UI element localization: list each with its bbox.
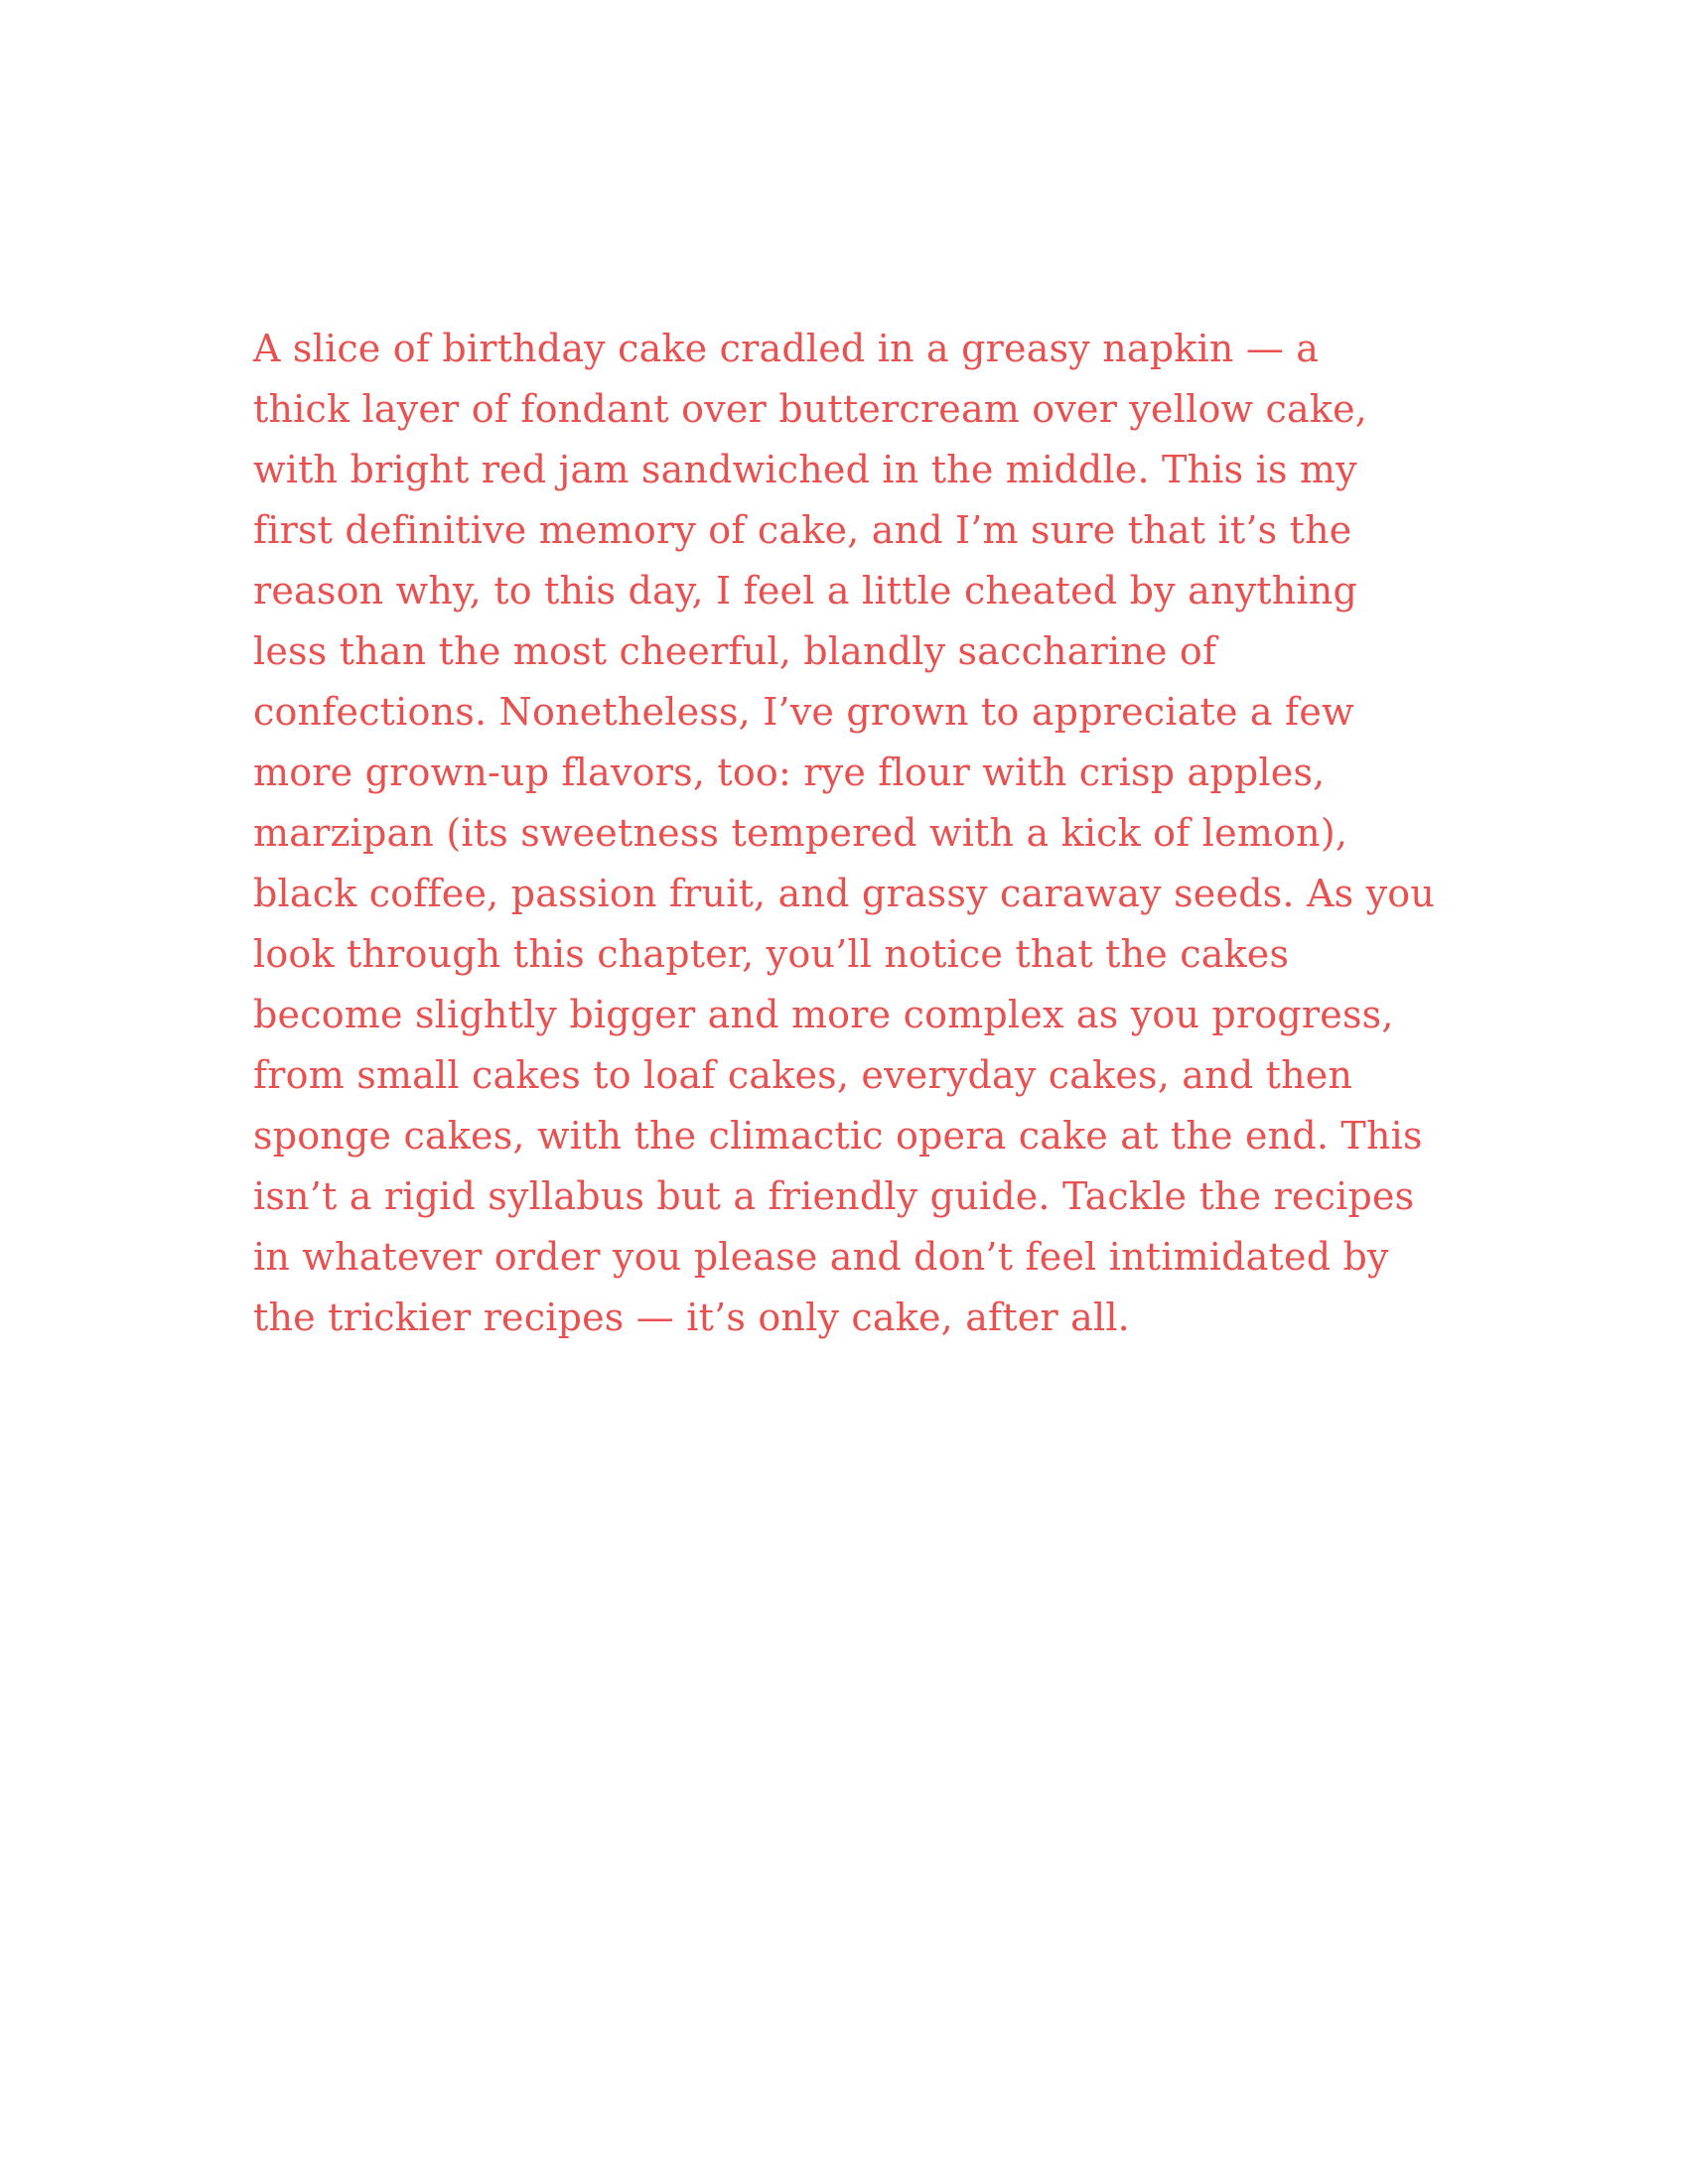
- paragraph-line: first definitive memory of cake, and I’m sure that it’s the: [253, 508, 1352, 552]
- paragraph-line: sponge cakes, with the climactic opera cake at the end. This: [253, 1114, 1423, 1158]
- paragraph-line: reason why, to this day, I feel a little cheated by anything: [253, 569, 1357, 613]
- paragraph-line: A slice of birthday cake cradled in a greasy napkin — a: [253, 327, 1320, 370]
- paragraph-line: less than the most cheerful, blandly saccharine of: [253, 629, 1217, 673]
- paragraph-line: the trickier recipes — it’s only cake, after all.: [253, 1296, 1130, 1339]
- paragraph-line: with bright red jam sandwiched in the middle. This is my: [253, 448, 1357, 491]
- paragraph-line: marzipan (its sweetness tempered with a kick of lemon),: [253, 811, 1348, 855]
- paragraph-line: black coffee, passion fruit, and grassy caraway seeds. As you: [253, 872, 1436, 915]
- paragraph-line: from small cakes to loaf cakes, everyday cakes, and then: [253, 1053, 1353, 1097]
- paragraph-line: become slightly bigger and more complex as you progress,: [253, 993, 1394, 1036]
- chapter-intro-paragraph: [253, 319, 1504, 1348]
- paragraph-line: confections. Nonetheless, I’ve grown to appreciate a few: [253, 690, 1354, 734]
- paragraph-line: more grown-up flavors, too: rye flour with crisp apples,: [253, 751, 1326, 794]
- paragraph-line: look through this chapter, you’ll notice that the cakes: [253, 932, 1290, 976]
- paragraph-line: in whatever order you please and don’t feel intimidated by: [253, 1235, 1389, 1279]
- paragraph-line: thick layer of fondant over buttercream over yellow cake,: [253, 387, 1368, 431]
- paragraph-line: isn’t a rigid syllabus but a friendly guide. Tackle the recipes: [253, 1174, 1415, 1218]
